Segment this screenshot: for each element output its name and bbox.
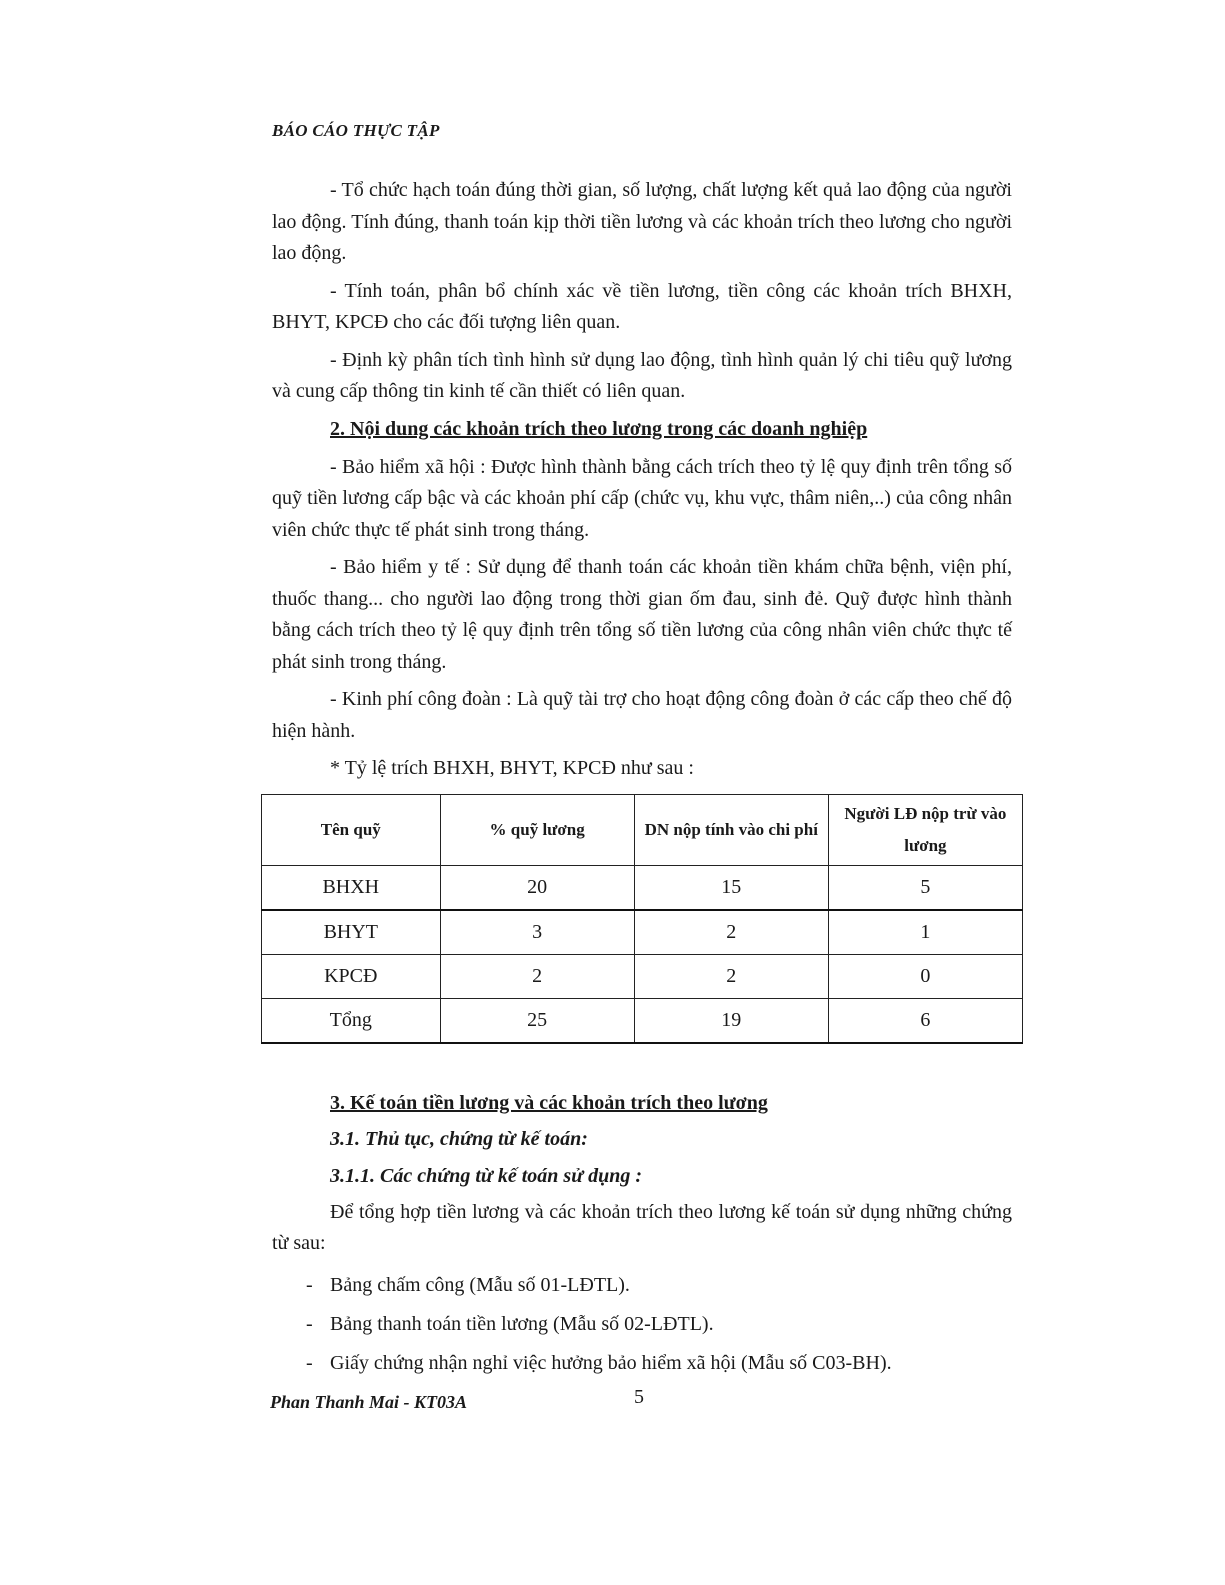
table-row xyxy=(262,865,1023,910)
table-cell: 3 xyxy=(440,910,634,955)
paragraph: - Bảo hiểm xã hội : Được hình thành bằng cách trích theo tỷ lệ quy định trên tổng số quỹ tiền lương cấp bậc và các khoản phí cấp (chức vụ, khu vực, thâm niên,..) của công nhân viên chức thực tế phát sinh trong tháng. xyxy=(272,455,1012,541)
table-cell: 6 xyxy=(828,998,1022,1043)
paragraph: Để tổng hợp tiền lương và các khoản trích theo lương kế toán sử dụng những chứng từ sau: xyxy=(272,1200,1012,1254)
column-header: Tên quỹ xyxy=(262,794,441,865)
list-item xyxy=(272,1305,1012,1344)
subsection-heading: 3.1. Thủ tục, chứng từ kế toán: xyxy=(330,1127,588,1150)
list-item-text: Bảng chấm công (Mẫu số 01-LĐTL). xyxy=(330,1273,630,1296)
column-header: DN nộp tính vào chi phí xyxy=(634,794,828,865)
list-item-text: Giấy chứng nhận nghỉ việc hưởng bảo hiểm xã hội (Mẫu số C03-BH). xyxy=(330,1351,892,1374)
list-bullet: - xyxy=(306,1312,313,1335)
table-cell: 25 xyxy=(440,998,634,1043)
table-cell: 1 xyxy=(828,910,1022,955)
table-cell: 0 xyxy=(828,954,1022,998)
table-cell: 15 xyxy=(634,865,828,910)
subsection-heading: 3.1.1. Các chứng từ kế toán sử dụng : xyxy=(330,1164,643,1187)
list-item xyxy=(272,1266,1012,1305)
list-bullet: - xyxy=(306,1351,313,1374)
paragraph: - Bảo hiểm y tế : Sử dụng để thanh toán các khoản tiền khám chữa bệnh, viện phí, thuốc thang... cho người lao động trong thời gian ốm đau, sinh đẻ. Quỹ được hình thành bằng cách trích theo tỷ lệ quy định trên tổng số tiền lương của công nhân viên chức thực tế phát sinh trong tháng. xyxy=(272,556,1012,673)
table-row-total xyxy=(262,998,1023,1043)
table-cell: 2 xyxy=(634,910,828,955)
column-header: Người LĐ nộp trừ vào lương xyxy=(828,794,1022,865)
table-header-row xyxy=(262,794,1023,865)
section-heading-3: 3. Kế toán tiền lương và các khoản trích theo lương xyxy=(330,1091,768,1114)
section-heading-2: 2. Nội dung các khoản trích theo lương trong các doanh nghiệp xyxy=(330,417,868,440)
table-caption: * Tỷ lệ trích BHXH, BHYT, KPCĐ như sau : xyxy=(330,757,694,779)
table-cell: 5 xyxy=(828,865,1022,910)
running-header: BÁO CÁO THỰC TẬP xyxy=(272,121,440,140)
paragraph: - Tổ chức hạch toán đúng thời gian, số lượng, chất lượng kết quả lao động của người lao động. Tính đúng, thanh toán kịp thời tiền lương và các khoản trích theo lương cho người lao động. xyxy=(272,179,1012,264)
table-cell: 2 xyxy=(634,954,828,998)
paragraph: - Kinh phí công đoàn : Là quỹ tài trợ cho hoạt động công đoàn ở các cấp theo chế độ hiện hành. xyxy=(272,688,1012,742)
list-item-text: Bảng thanh toán tiền lương (Mẫu số 02-LĐTL). xyxy=(330,1312,714,1335)
paragraph: - Định kỳ phân tích tình hình sử dụng lao động, tình hình quản lý chi tiêu quỹ lương và cung cấp thông tin kinh tế cần thiết có liên quan. xyxy=(272,348,1012,402)
list-item xyxy=(272,1344,1012,1383)
table-cell: KPCĐ xyxy=(262,954,441,998)
column-header: % quỹ lương xyxy=(440,794,634,865)
table-row xyxy=(262,910,1023,955)
page-number: 5 xyxy=(634,1386,644,1408)
list-bullet: - xyxy=(306,1273,313,1296)
table-cell: 2 xyxy=(440,954,634,998)
paragraph: - Tính toán, phân bổ chính xác về tiền lương, tiền công các khoản trích BHXH, BHYT, KPCĐ cho các đối tượng liên quan. xyxy=(272,279,1012,333)
table-cell: BHYT xyxy=(262,910,441,955)
table-row xyxy=(262,954,1023,998)
document-list xyxy=(272,1266,1012,1383)
table-cell: Tổng xyxy=(262,998,441,1043)
footer-author: Phan Thanh Mai - KT03A xyxy=(270,1392,468,1412)
table-cell: 19 xyxy=(634,998,828,1043)
page-content xyxy=(272,175,1012,1383)
table-cell: BHXH xyxy=(262,865,441,910)
table-cell: 20 xyxy=(440,865,634,910)
contribution-rate-table xyxy=(261,794,1023,1044)
